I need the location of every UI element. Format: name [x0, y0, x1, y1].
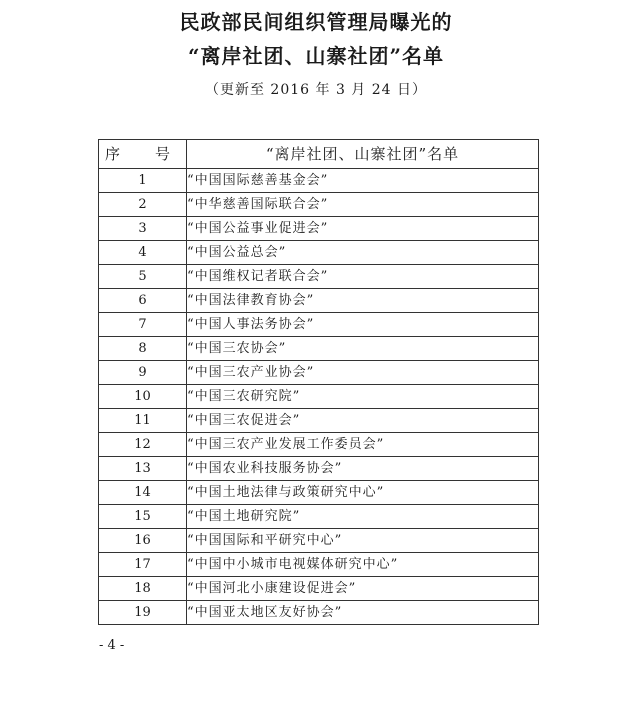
row-number: 14 — [99, 481, 187, 505]
row-number: 15 — [99, 505, 187, 529]
document-title-line1: 民政部民间组织管理局曝光的 — [179, 10, 453, 34]
row-number: 2 — [99, 193, 187, 217]
table-row — [99, 385, 539, 409]
page-number: - 4 - — [99, 638, 125, 653]
row-number: 8 — [99, 337, 187, 361]
organization-list-table — [98, 139, 539, 625]
table-row — [99, 241, 539, 265]
table-row — [99, 529, 539, 553]
row-organization-name: “中国公益事业促进会” — [187, 217, 539, 241]
row-organization-name: “中国三农协会” — [187, 337, 539, 361]
header-name: “离岸社团、山寨社团”名单 — [187, 140, 539, 169]
table-row — [99, 601, 539, 625]
row-organization-name: “中国土地法律与政策研究中心” — [187, 481, 539, 505]
table-row — [99, 265, 539, 289]
row-number: 19 — [99, 601, 187, 625]
row-organization-name: “中国维权记者联合会” — [187, 265, 539, 289]
row-organization-name: “中国三农产业发展工作委员会” — [187, 433, 539, 457]
row-organization-name: “中华慈善国际联合会” — [187, 193, 539, 217]
table-header-row — [99, 140, 539, 169]
table-row — [99, 577, 539, 601]
header-number: 序 号 — [99, 140, 187, 169]
row-organization-name: “中国人事法务协会” — [187, 313, 539, 337]
row-organization-name: “中国亚太地区友好协会” — [187, 601, 539, 625]
table-row — [99, 289, 539, 313]
table-row — [99, 457, 539, 481]
table-row — [99, 193, 539, 217]
row-organization-name: “中国三农促进会” — [187, 409, 539, 433]
table-row — [99, 169, 539, 193]
row-organization-name: “中国中小城市电视媒体研究中心” — [187, 553, 539, 577]
row-organization-name: “中国河北小康建设促进会” — [187, 577, 539, 601]
table-row — [99, 217, 539, 241]
document-subtitle: （更新至 2016 年 3 月 24 日） — [204, 82, 428, 98]
table-row — [99, 505, 539, 529]
row-number: 5 — [99, 265, 187, 289]
table-row — [99, 433, 539, 457]
table-row — [99, 553, 539, 577]
row-number: 6 — [99, 289, 187, 313]
row-organization-name: “中国国际慈善基金会” — [187, 169, 539, 193]
row-number: 17 — [99, 553, 187, 577]
row-organization-name: “中国三农产业协会” — [187, 361, 539, 385]
table-body — [99, 169, 539, 625]
row-number: 4 — [99, 241, 187, 265]
row-organization-name: “中国土地研究院” — [187, 505, 539, 529]
table-row — [99, 361, 539, 385]
row-organization-name: “中国农业科技服务协会” — [187, 457, 539, 481]
row-number: 3 — [99, 217, 187, 241]
row-organization-name: “中国公益总会” — [187, 241, 539, 265]
table-row — [99, 481, 539, 505]
row-organization-name: “中国法律教育协会” — [187, 289, 539, 313]
table-row — [99, 313, 539, 337]
row-number: 12 — [99, 433, 187, 457]
document-title-line2: “离岸社团、山寨社团”名单 — [187, 44, 444, 68]
row-number: 7 — [99, 313, 187, 337]
row-organization-name: “中国三农研究院” — [187, 385, 539, 409]
row-number: 11 — [99, 409, 187, 433]
row-number: 10 — [99, 385, 187, 409]
row-number: 16 — [99, 529, 187, 553]
row-organization-name: “中国国际和平研究中心” — [187, 529, 539, 553]
row-number: 9 — [99, 361, 187, 385]
table-row — [99, 409, 539, 433]
row-number: 18 — [99, 577, 187, 601]
row-number: 13 — [99, 457, 187, 481]
table-row — [99, 337, 539, 361]
row-number: 1 — [99, 169, 187, 193]
